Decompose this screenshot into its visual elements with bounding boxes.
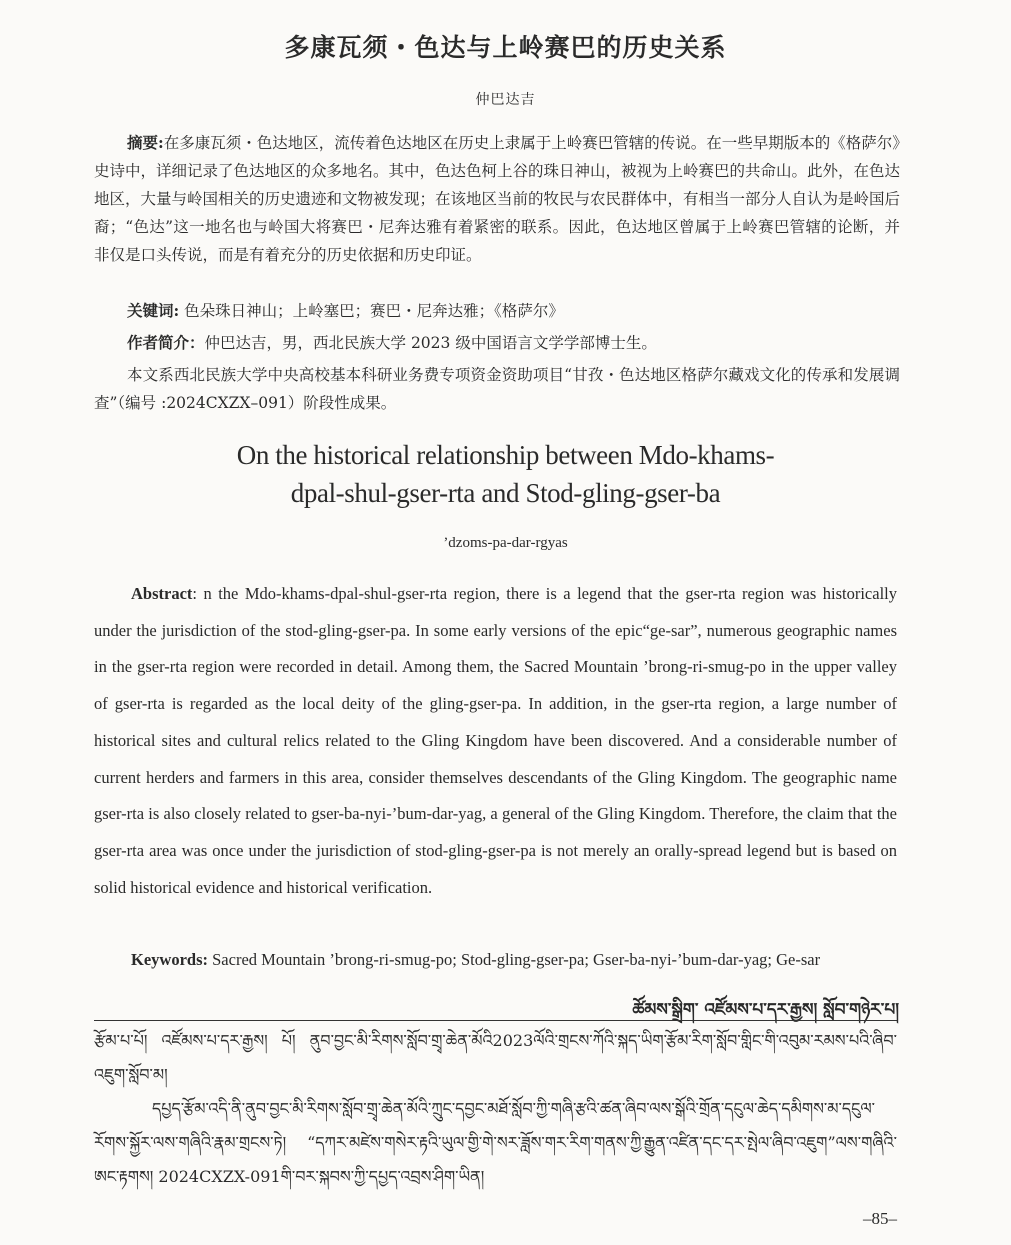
english-abstract-label: Abstract <box>131 584 193 603</box>
english-keywords <box>131 946 911 974</box>
chinese-keywords <box>94 297 900 325</box>
chinese-author-bio <box>94 329 900 357</box>
chinese-funding-note: 本文系西北民族大学中央高校基本科研业务费专项资金资助项目“甘孜・色达地区格萨尔藏戏文化的传承和发展调查”（编号 :2024CXZX–091）阶段性成果。 <box>94 366 900 412</box>
tibetan-author-bio: རྩོམ་པ་པོ། འཛོམས་པ་དར་རྒྱས། པོ། ནུབ་བྱང་མི་རིགས་སློབ་གྲྭ་ཆེན་མོའི2023ལོའི་གྲངས་ཀོའི་སྐད་ཡིག་རྩོམ་རིག་སློབ་གླིང་གི་འབུམ་རམས་པའི་ཞིབ་འཇུག་སློབ་མ། <box>94 1031 897 1084</box>
english-abstract-text: : n the Mdo-khams-dpal-shul-gser-rta region, there is a legend that the gser-rta region was historically under the jurisdiction of the stod-gling-gser-pa. In some early versions of the epic“ge-sar”, numerous geographic names in the gser-rta region were recorded in detail. Among them, the Sacred Mountain ’brong-ri-smug-po in the upper valley of gser-rta is regarded as the local deity of the gling-gser-pa. In addition, in the gser-rta region, a large number of historical sites and cultural relics related to the Gling Kingdom have been discovered. And a considerable number of current herders and farmers in this area, consider themselves descendants of the Gling Kingdom. The geographic name gser-rta is also closely related to gser-ba-nyi-’bum-dar-yag, a general of the Gling Kingdom. Therefore, the claim that the gser-rta area was once under the jurisdiction of stod-gling-gser-pa is not merely an orally-spread legend but is based on solid historical evidence and historical verification. <box>94 584 897 897</box>
english-title-line1: On the historical relationship between Mdo-khams- <box>236 440 775 470</box>
chinese-abstract-label: 摘要: <box>127 133 164 152</box>
chinese-keywords-text: 色朵珠日神山；上岭塞巴；赛巴・尼奔达雅；《格萨尔》 <box>184 302 564 320</box>
english-keywords-label: Keywords: <box>131 950 208 969</box>
chinese-bio-label: 作者简介： <box>127 333 205 352</box>
english-keywords-text: Sacred Mountain ’brong-ri-smug-po; Stod-gling-gser-pa; Gser-ba-nyi-’bum-dar-yag; Ge-sar <box>212 950 821 969</box>
chinese-abstract-text: 在多康瓦须・色达地区，流传着色达地区在历史上隶属于上岭赛巴管辖的传说。在一些早期版本的《格萨尔》史诗中，详细记录了色达地区的众多地名。其中，色达色柯上谷的珠日神山，被视为上岭赛巴的共命山。此外，在色达地区，大量与岭国相关的历史遗迹和文物被发现；在该地区当前的牧民与农民群体中，有相当一部分人自认为是岭国后裔；“色达”这一地名也与岭国大将赛巴・尼奔达雅有着紧密的联系。因此，色达地区曾属于上岭赛巴管辖的论断，并非仅是口头传说，而是有着充分的历史依据和历史印证。 <box>94 134 901 264</box>
english-abstract <box>94 576 897 906</box>
chinese-bio-text: 仲巴达吉，男，西北民族大学 2023 级中国语言文学学部博士生。 <box>204 334 657 352</box>
chinese-abstract <box>94 129 900 269</box>
english-title-line2: dpal-shul-gser-rta and Stod-gling-gser-ba <box>290 478 721 508</box>
page-number: –85– <box>863 1209 897 1228</box>
chinese-author: 仲巴达吉 <box>475 92 536 108</box>
chinese-keywords-label: 关键词: <box>127 301 180 320</box>
tibetan-author: ཚོམས་སྒྲིག་ འཛོམས་པ་དར་རྒྱས། སློབ་གཉེར་པ། <box>632 1000 899 1020</box>
tibetan-funding-note: དཔྱད་རྩོམ་འདི་ནི་ནུབ་བྱང་མི་རིགས་སློབ་གྲྭ་ཆེན་མོའི་ཀྲུང་དབྱང་མཐོ་སློབ་ཀྱི་གཞི་རྩའི་ཚན་ཞིབ་ལས་སྒོའི་གྲོན་དངུལ་ཆེད་དམིགས་མ་དངུལ་རོགས་སྐྱོར་ལས་གཞིའི་རྣམ་གྲངས་ཏེ། “དཀར་མཛེས་གསེར་རྟའི་ཡུལ་གྱི་གེ་སར་ཟློས་གར་རིག་གནས་ཀྱི་རྒྱུན་འཛིན་དང་དར་སྤེལ་ཞིབ་འཇུག”ལས་གཞིའི་ཨང་རྟགས། 2024CXZX-091གི་བར་སྐབས་ཀྱི་དཔྱད་འབྲས་ཤིག་ཡིན། <box>94 1099 897 1186</box>
english-title <box>0 436 1011 512</box>
chinese-title: 多康瓦须・色达与上岭赛巴的历史关系 <box>284 33 727 62</box>
english-author: ’dzoms-pa-dar-rgyas <box>443 535 568 551</box>
section-divider <box>94 1020 897 1021</box>
